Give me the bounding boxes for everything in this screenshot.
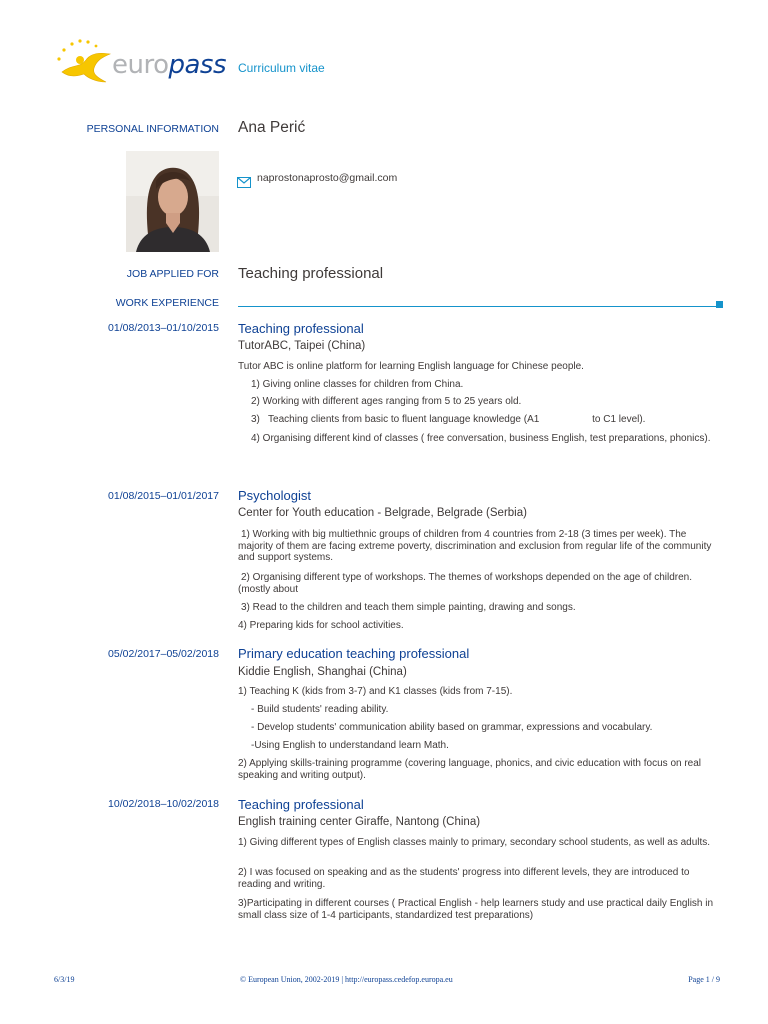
job-applied-label: JOB APPLIED FOR: [126, 268, 219, 280]
entry-title: Teaching professional: [238, 321, 364, 336]
entry-line: Tutor ABC is online platform for learning English language for Chinese people.: [238, 361, 584, 372]
entry-date: 05/02/2017–05/02/2018: [108, 648, 219, 660]
europass-wordmark: europass: [112, 50, 227, 80]
footer-page-number: Page 1 / 9: [688, 975, 720, 984]
entry-line: 1) Giving different types of English classes mainly to primary, secondary school students, as well as adults.: [238, 837, 711, 848]
work-experience-label: WORK EXPERIENCE: [115, 297, 219, 309]
entry-line: 1) Teaching K (kids from 3-7) and K1 classes (kids from 7-15).: [238, 686, 513, 697]
entry-line: 2) Organising different type of workshops. The themes of workshops depended on the age of children. (mostly about: [238, 572, 693, 595]
entry-employer: Center for Youth education - Belgrade, Belgrade (Serbia): [238, 507, 527, 519]
entry-date: 01/08/2013–01/10/2015: [108, 322, 219, 334]
entry-line: 4) Preparing kids for school activities.: [238, 620, 404, 631]
entry-title: Psychologist: [238, 488, 311, 503]
email-icon: [237, 175, 251, 186]
entry-line: 1) Giving online classes for children from China.: [251, 379, 464, 390]
candidate-name: Ana Perić: [238, 119, 306, 136]
personal-information-label: PERSONAL INFORMATION: [86, 123, 219, 135]
section-divider-marker: [716, 301, 723, 308]
entry-line: 2) Working with different ages ranging from 5 to 25 years old.: [251, 396, 522, 407]
entry-line: 1) Working with big multiethnic groups of children from 4 countries from 2-18 (3 times per week). The majority of them are facing extreme poverty, discrimination and exclusion from regular life of the community and support systems.: [238, 529, 712, 563]
europass-star-figure-icon: [54, 38, 116, 90]
entry-employer: Kiddie English, Shanghai (China): [238, 666, 407, 678]
entry-line: -Using English to understandand learn Math.: [251, 740, 449, 751]
entry-title: Primary education teaching professional: [238, 646, 470, 661]
entry-line: 3) Read to the children and teach them simple painting, drawing and songs.: [241, 602, 576, 613]
entry-line: 2) Applying skills-training programme (covering language, phonics, and civic education with focus on real speaking and writing output).: [238, 758, 702, 781]
document-title: Curriculum vitae: [238, 61, 325, 75]
section-divider: [238, 306, 716, 307]
europass-logo: [54, 38, 227, 90]
profile-photo: [126, 151, 219, 252]
entry-date: 10/02/2018–10/02/2018: [108, 798, 219, 810]
entry-line: 3) Teaching clients from basic to fluent language knowledge (A1 to C1 level).: [251, 414, 646, 425]
entry-line: 3)Participating in different courses ( Practical English - help learners study and use practical daily English in small class size of 1-4 participants, standardized test preparations): [238, 898, 714, 921]
entry-employer: TutorABC, Taipei (China): [238, 340, 366, 352]
job-applied-title: Teaching professional: [238, 265, 384, 282]
entry-line: - Develop students' communication ability based on grammar, expressions and vocabulary.: [251, 722, 653, 733]
entry-date: 01/08/2015–01/01/2017: [108, 490, 219, 502]
footer-copyright: © European Union, 2002-2019 | http://europass.cedefop.europa.eu: [240, 975, 453, 984]
footer-date: 6/3/19: [54, 975, 75, 984]
entry-line: - Build students' reading ability.: [251, 704, 389, 715]
entry-employer: English training center Giraffe, Nantong (China): [238, 816, 481, 828]
entry-line: 2) I was focused on speaking and as the students' progress into different levels, they are introduced to reading and writing.: [238, 867, 690, 890]
email-address[interactable]: naprostonaprosto@gmail.com: [257, 172, 398, 184]
entry-line: 4) Organising different kind of classes ( free conversation, business English, test preparations, phonics).: [251, 433, 711, 444]
entry-title: Teaching professional: [238, 797, 364, 812]
